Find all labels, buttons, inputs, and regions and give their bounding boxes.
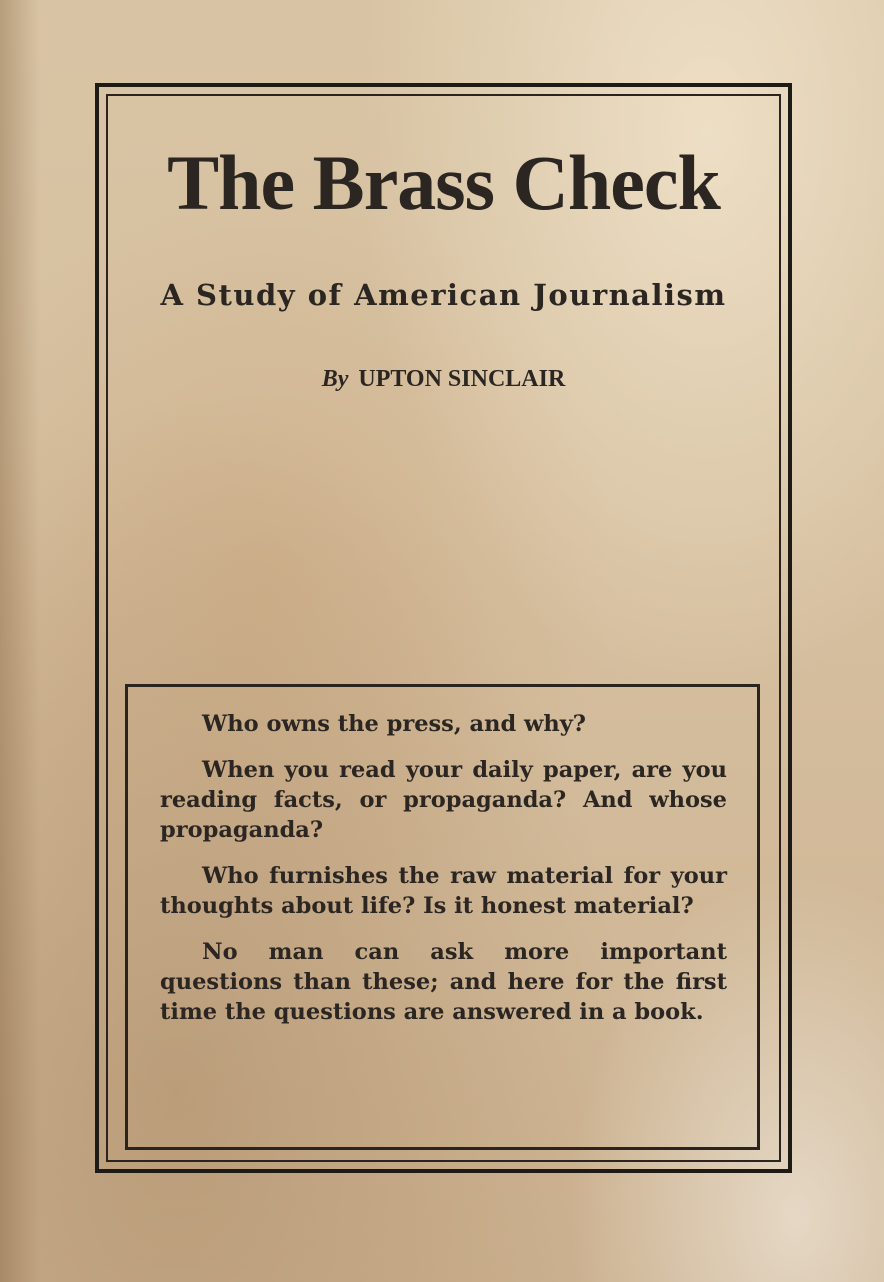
blurb-paragraph: Who furnishes the raw material for your thoughts about life? Is it honest material? [160, 863, 727, 919]
byline-prefix: By [321, 366, 349, 392]
book-title: The Brass Check [167, 139, 720, 226]
author-name: UPTON SINCLAIR [358, 366, 566, 392]
blurb-paragraph: No man can ask more important questions than these; and here for the first time the questions are answered in a book. [160, 939, 727, 1025]
blurb-box [125, 684, 760, 1150]
book-subtitle: A Study of American Journalism [160, 278, 727, 312]
spine-shadow [0, 0, 40, 1282]
blurb-paragraph: Who owns the press, and why? [202, 711, 586, 737]
byline [106, 366, 781, 393]
blurb-paragraph: When you read your daily paper, are you reading facts, or propaganda? And whose propaganda? [160, 757, 727, 843]
